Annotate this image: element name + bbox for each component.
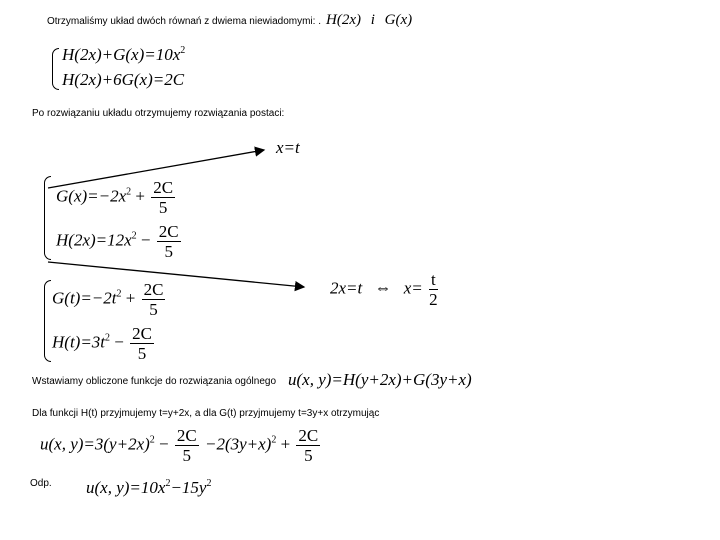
general-solution: u(x, y)=H(y+2x)+G(3y+x) (288, 370, 472, 389)
system-brace (52, 48, 59, 90)
system-eq-2: H(2x)+6G(x)=2C (62, 70, 185, 89)
substitute-text: Wstawiamy obliczone funkcje do rozwiązania ogólnego (32, 376, 277, 387)
solution-x-brace (44, 176, 51, 260)
intro-text: Otrzymaliśmy układ dwóch równań z dwiema niewiadomymi: . (47, 16, 321, 27)
fraction-2c-over-5: $\frac{2C}{5}$ (298, 426, 319, 465)
solution-h-2x: $H(2x)=12x^2$ − $\frac{2C}{5}$ (56, 222, 179, 261)
solution-g-t: $G(t)=-2t^2$ + $\frac{2C}{5}$ (52, 280, 164, 319)
system-eq-1: $H(2x)+G(x)=10x^2$ (62, 45, 186, 64)
unknown-conj: i (370, 12, 375, 28)
fraction-2c-over-5: $\frac{2C}{5}$ (143, 280, 164, 319)
solution-t-brace (44, 280, 51, 362)
solution-h-t: $H(t)=3t^2$ − $\frac{2C}{5}$ (52, 324, 152, 363)
substitution-2x-eq-t: 2x=t ⇔ x= $\frac{t}{2}$ (330, 270, 438, 309)
iff-symbol: ⇔ (374, 278, 392, 298)
fraction-2c-over-5: $\frac{2C}{5}$ (153, 178, 174, 217)
fraction-2c-over-5: $\frac{2C}{5}$ (132, 324, 152, 363)
for-functions-text: Dla funkcji H(t) przyjmujemy t=y+2x, a dla G(t) przyjmujemy t=3y+x otrzymując (32, 408, 380, 419)
unknown-g: G(x) (384, 12, 413, 28)
fraction-2c-over-5: $\frac{2C}{5}$ (158, 222, 179, 261)
substituted-solution: u(x, $y)=3(y+2x)^2$ − $\frac{2C}{5}$ $-2(3y+x)^2$ + $\frac{2C}{5}$ (40, 426, 319, 465)
x-eq-t: x=t (276, 138, 300, 157)
fraction-2c-over-5: $\frac{2C}{5}$ (176, 426, 197, 465)
answer-label: Odp. (30, 478, 52, 489)
unknown-h: H(2x) (326, 12, 361, 28)
solution-g-x: $G(x)=-2x^2$ + $\frac{2C}{5}$ (56, 178, 174, 217)
unknowns (326, 12, 412, 29)
final-answer: u(x, $y)=10x^2-15y^2$ (86, 478, 212, 497)
fraction-t-over-2: $\frac{t}{2}$ (429, 270, 438, 309)
after-system-text: Po rozwiązaniu układu otrzymujemy rozwiązania postaci: (32, 108, 285, 119)
